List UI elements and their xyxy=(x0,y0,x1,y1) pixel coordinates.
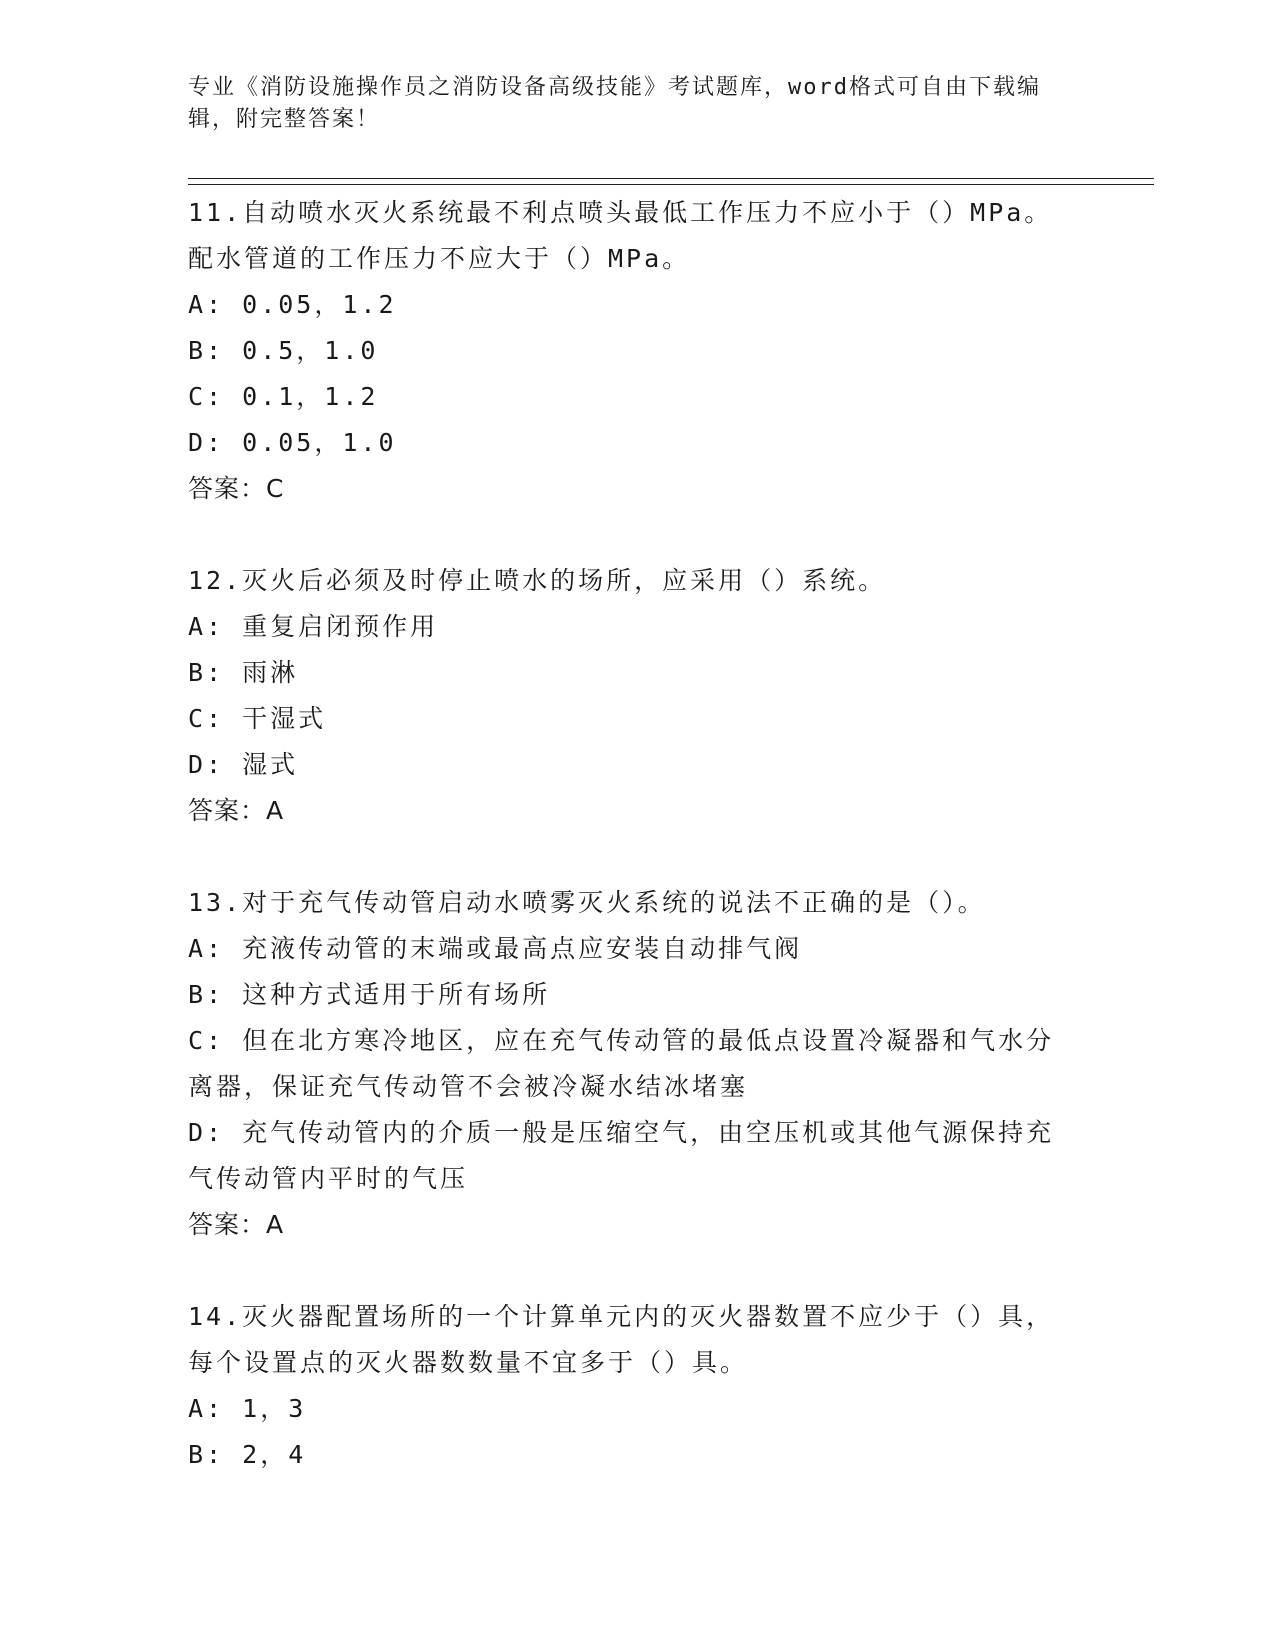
option-d: D: 充气传动管内的介质一般是压缩空气，由空压机或其他气源保持充气传动管内平时的气压 xyxy=(188,1118,1055,1193)
option-b: B: 2，4 xyxy=(188,1440,307,1469)
option-a: A: 重复启闭预作用 xyxy=(188,612,439,641)
option-b: B: 这种方式适用于所有场所 xyxy=(188,980,551,1009)
document-header: 专业《消防设施操作员之消防设备高级技能》考试题库，word格式可自由下载编辑，附完整答案！ xyxy=(188,75,1041,132)
header-rule-top xyxy=(188,178,1154,179)
question-11 xyxy=(188,190,1078,512)
option-c: C: 但在北方寒冷地区，应在充气传动管的最低点设置冷凝器和气水分离器，保证充气传动管不会被冷凝水结冰堵塞 xyxy=(188,1026,1055,1101)
answer: 答案：A xyxy=(188,796,285,825)
question-text: 12.灭火后必须及时停止喷水的场所，应采用（）系统。 xyxy=(188,566,887,595)
question-text: 13.对于充气传动管启动水喷雾灭火系统的说法不正确的是（）。 xyxy=(188,888,986,917)
option-b: B: 雨淋 xyxy=(188,658,299,687)
question-text: 14.灭火器配置场所的一个计算单元内的灭火器数置不应少于（）具，每个设置点的灭火器数数量不宜多于（）具。 xyxy=(188,1302,1055,1377)
header-rule-bottom xyxy=(188,184,1154,185)
option-d: D: 0.05，1.0 xyxy=(188,428,397,457)
option-a: A: 1，3 xyxy=(188,1394,307,1423)
option-d: D: 湿式 xyxy=(188,750,299,779)
question-12 xyxy=(188,558,1078,834)
answer: 答案：A xyxy=(188,1210,285,1239)
question-list xyxy=(188,190,1078,1478)
option-c: C: 干湿式 xyxy=(188,704,327,733)
option-b: B: 0.5，1.0 xyxy=(188,336,379,365)
question-14 xyxy=(188,1294,1078,1478)
question-text: 11.自动喷水灭火系统最不利点喷头最低工作压力不应小于（）MPa。配水管道的工作压力不应大于（）MPa。 xyxy=(188,198,1053,273)
question-13 xyxy=(188,880,1078,1248)
option-c: C: 0.1，1.2 xyxy=(188,382,379,411)
option-a: A: 充液传动管的末端或最高点应安装自动排气阀 xyxy=(188,934,803,963)
option-a: A: 0.05，1.2 xyxy=(188,290,397,319)
answer: 答案：C xyxy=(188,474,285,503)
